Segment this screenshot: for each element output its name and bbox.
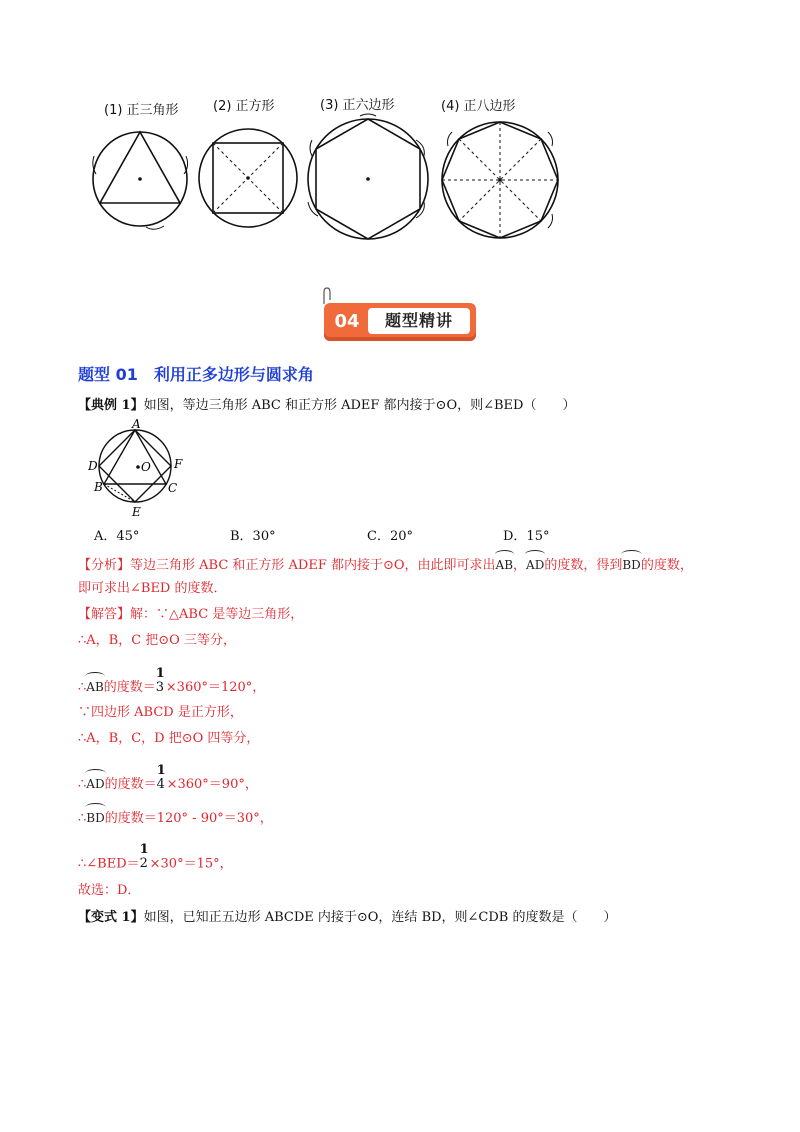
variant-1-text: 如图，已知正五边形 ABCDE 内接于⊙O，连结 BD，则∠CDB 的度数是（ ） [143,910,617,925]
example-1-tag: 【典例 1】 [78,398,144,413]
solution-s7-pre: ∴ [78,811,87,826]
solution-line-7 [78,809,273,828]
figure-caption-1: (1) 正三角形 [104,103,179,118]
solution-s3-mid: 的度数＝ [103,680,156,695]
fraction-1-2 [139,842,150,873]
fraction-num: 1 [156,762,166,778]
analysis-line-1 [78,556,693,575]
example-1-text: 如图，等边三角形 ABC 和正方形 ADEF 都内接于⊙O，则∠BED（ ） [143,398,576,413]
solution-s3-pre: ∴ [78,680,87,695]
variant-1-tag: 【变式 1】 [78,910,144,925]
fraction-num: 1 [155,665,165,681]
analysis-line-2: 即可求出∠BED 的度数． [78,581,227,596]
solution-s3-post: ×360°＝120°， [165,680,266,695]
fraction-den: 4 [156,776,165,792]
fraction-den: 2 [139,856,148,871]
solution-s7-post: 的度数＝120° - 90°＝30°， [104,811,273,826]
figure-hexagon-in-circle [304,112,434,247]
fraction-num: 1 [139,842,149,857]
figure-octagon-in-circle [436,116,566,246]
option-b[interactable]: B．30° [230,529,276,544]
example-1-question [78,397,575,415]
analysis-text-b: 的度数，得到 [544,558,623,573]
example-1-diagram [88,418,188,520]
figure-caption-3: (3) 正六边形 [320,98,395,113]
badge-number: 04 [334,311,360,332]
fraction-den: 3 [155,679,165,695]
label-a: A [132,418,141,431]
arc-ab: AB [495,558,514,572]
section-title: 题型 01 利用正多边形与圆求角 [78,365,314,384]
solution-line-1 [78,606,303,624]
solution-line-5: ∴A，B，C，D 把⊙O 四等分， [78,731,260,746]
arc-ad: AD [526,558,545,572]
arc-ad-2: AD [86,777,105,791]
section-badge [324,303,476,341]
option-a[interactable]: A．45° [94,529,140,544]
solution-line-3 [78,665,266,697]
label-c: C [168,481,178,495]
analysis-tag: 【分析】 [78,558,131,573]
variant-1-question [78,909,617,927]
option-d[interactable]: D．15° [503,529,550,544]
arc-bd-2: BD [86,811,105,825]
fraction-1-3 [155,665,166,697]
solution-line-4: ∵四边形 ABCD 是正方形， [78,705,243,720]
solution-line-2: ∴A，B，C 把⊙O 三等分， [78,633,236,648]
arc-ab-2: AB [86,680,104,694]
figure-triangle-in-circle [86,122,196,237]
solution-line-9: 故选：D． [78,883,141,898]
figure-caption-4: (4) 正八边形 [441,99,516,114]
figure-square-in-circle [198,120,302,240]
label-b: B [94,480,103,494]
solution-s8-pre: ∴∠BED＝ [78,856,140,872]
analysis-sep: ， [513,558,527,573]
label-d: D [88,459,98,473]
solution-s1: 解：∵△ABC 是等边三角形， [130,607,304,622]
fraction-1-4 [156,762,167,794]
analysis-text-c: 的度数， [640,558,693,573]
label-e: E [132,505,141,519]
label-o: O [141,460,151,474]
solution-line-8 [78,842,233,874]
badge-label: 题型精讲 [368,308,470,334]
label-f: F [174,457,183,471]
arc-bd: BD [622,558,641,572]
solution-s6-pre: ∴ [78,777,87,792]
option-c[interactable]: C．20° [367,529,413,544]
solution-s6-post: ×360°＝90°， [166,777,258,792]
figure-caption-2: (2) 正方形 [213,99,275,114]
solution-line-6 [78,762,258,794]
solution-tag: 【解答】 [78,607,131,622]
solution-s8-post: ×30°＝15°， [149,856,233,872]
solution-s6-mid: 的度数＝ [104,777,157,792]
analysis-text-a: 等边三角形 ABC 和正方形 ADEF 都内接于⊙O，由此即可求出 [130,558,496,573]
